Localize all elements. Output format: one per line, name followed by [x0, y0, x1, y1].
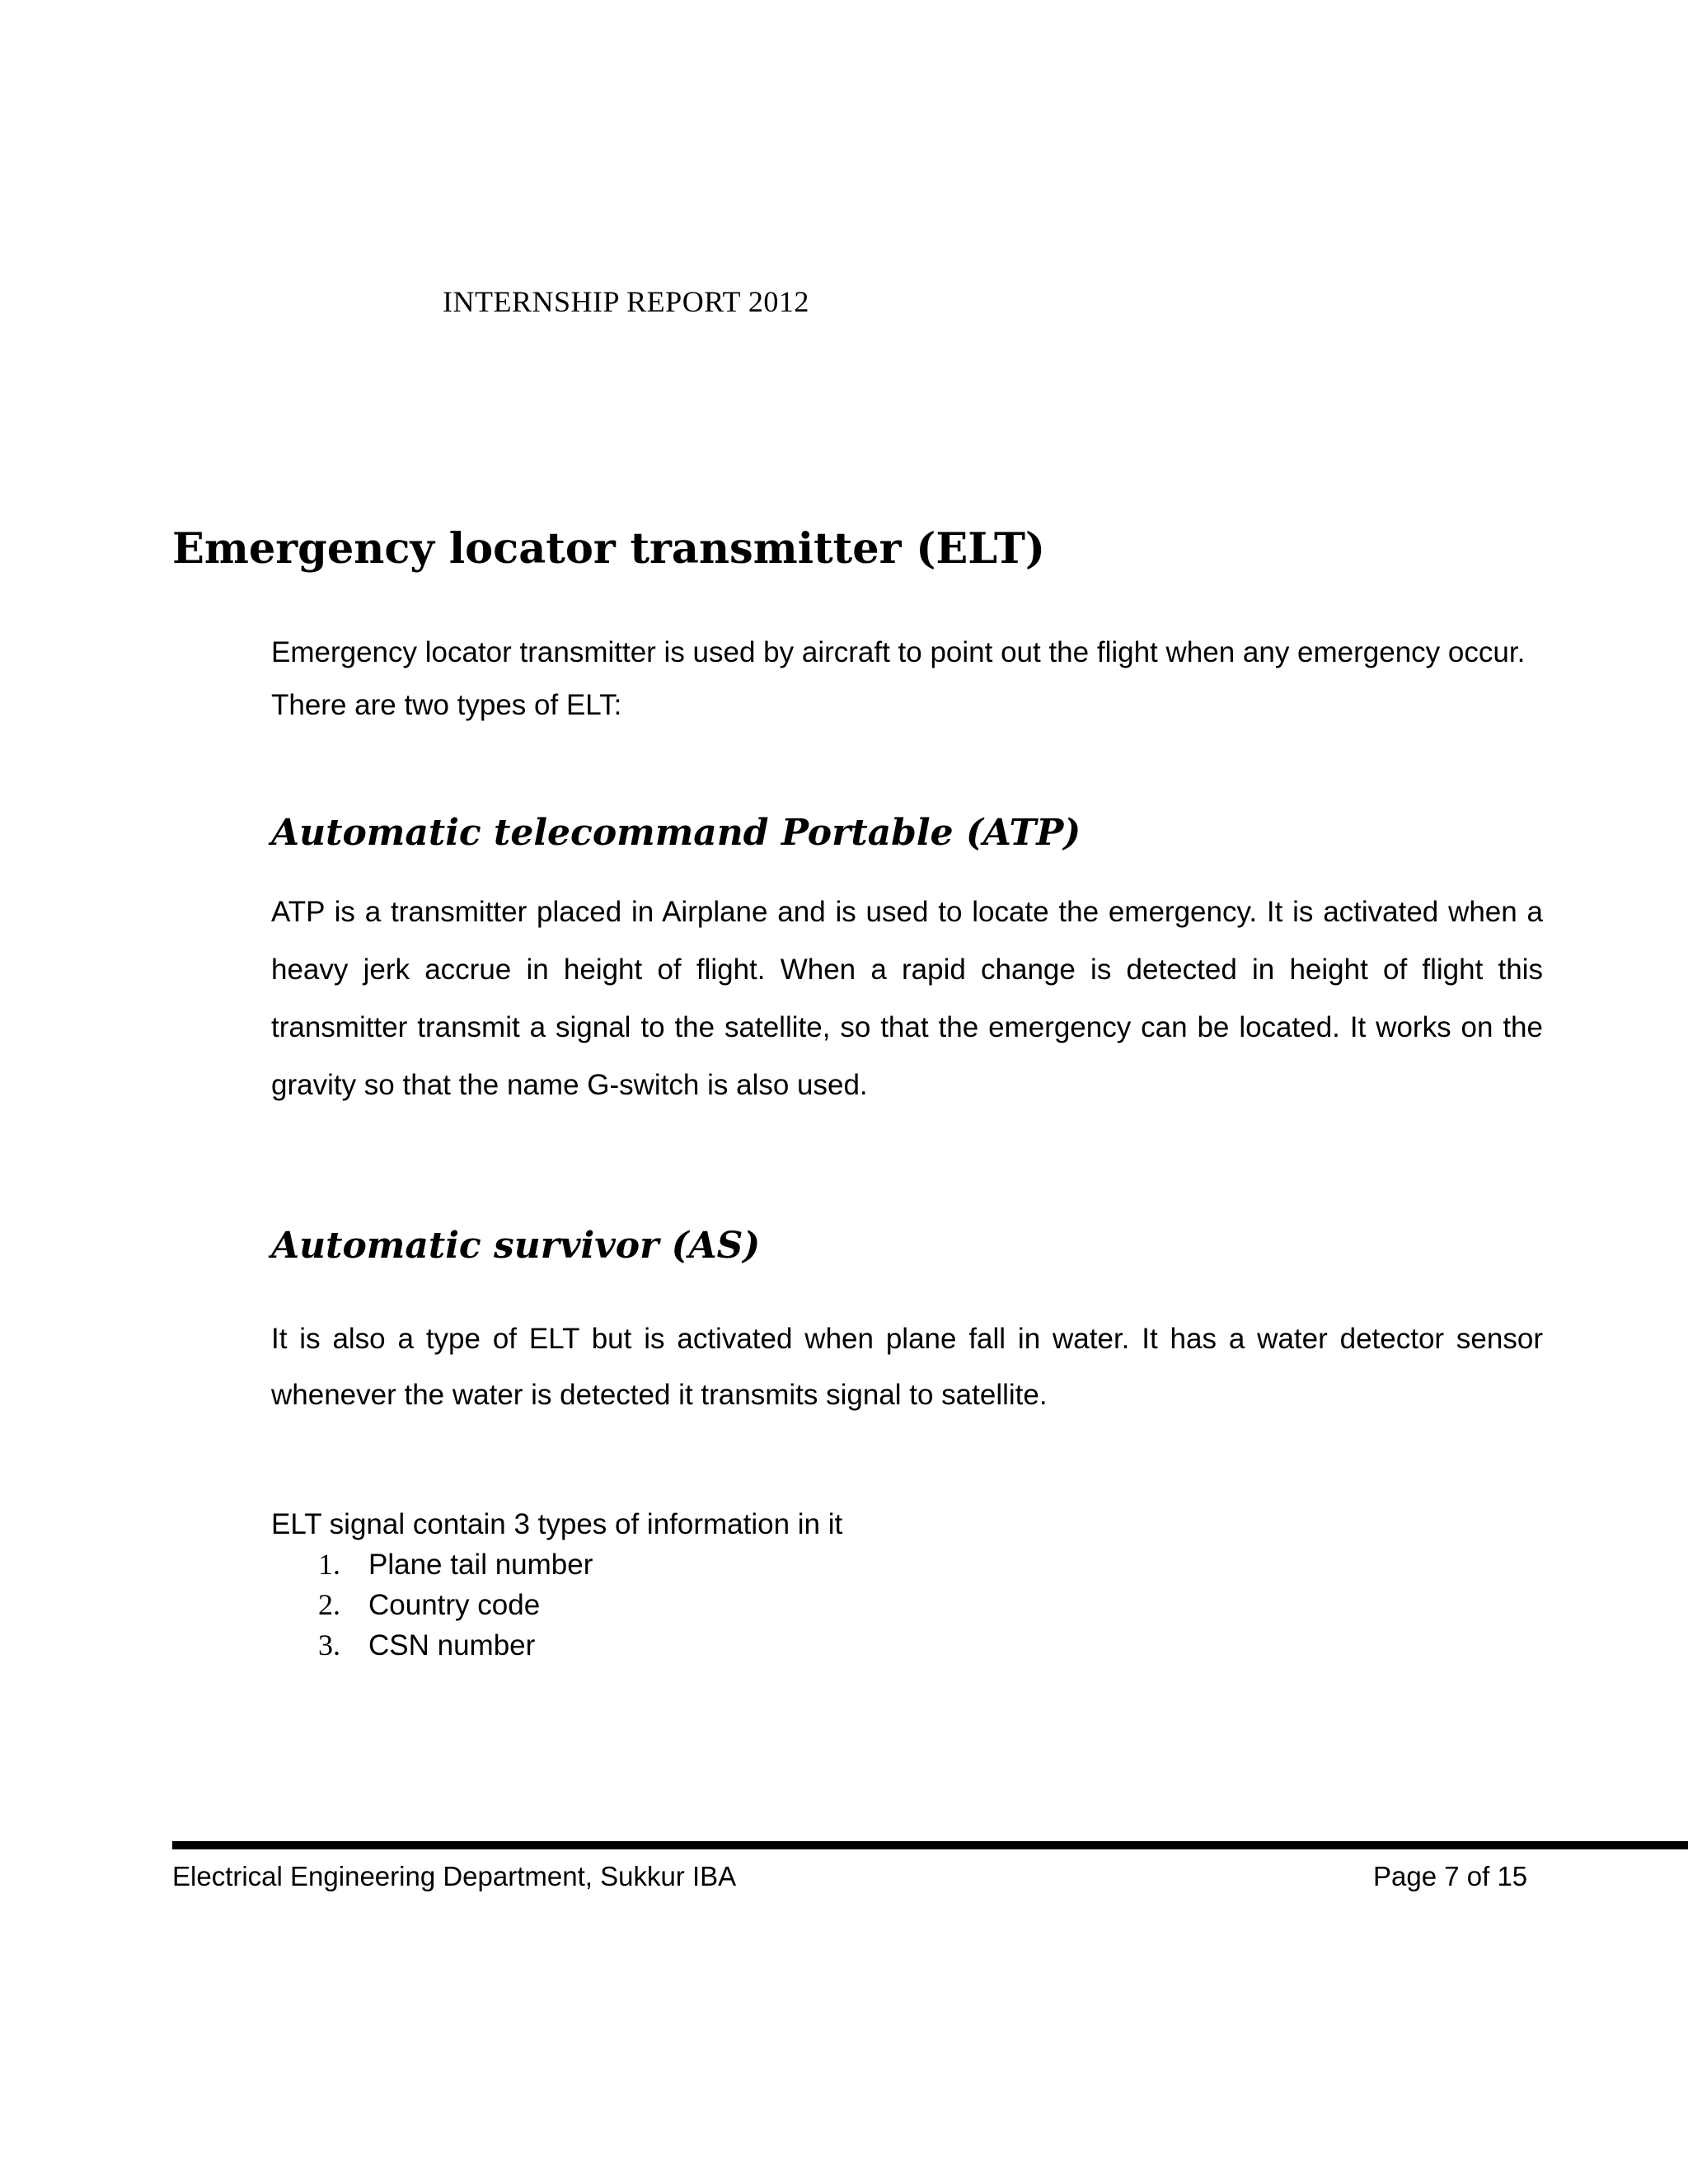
list-item-text: Plane tail number [368, 1549, 593, 1581]
elt-info-list [271, 1544, 593, 1666]
list-item-number: 2. [318, 1588, 340, 1621]
list-item-text: CSN number [368, 1629, 536, 1661]
footer-department: Electrical Engineering Department, Sukkur IBA [172, 1861, 737, 1891]
list-item [271, 1544, 593, 1585]
elt-info-intro: ELT signal contain 3 types of information in it [271, 1508, 843, 1540]
footer-divider [172, 1841, 1688, 1849]
atp-paragraph: ATP is a transmitter placed in Airplane and is used to locate the emergency. It is activated when a heavy jerk accrue in height of flight. When a rapid change is detected in height of flight this transmitter transmit a signal to the satellite, so that the emergency can be located. It works on the gravity so that the name G-switch is also used. [271, 896, 1543, 1101]
list-item-number: 3. [318, 1629, 340, 1661]
atp-heading: Automatic telecommand Portable (ATP) [271, 812, 1081, 854]
list-item [271, 1625, 593, 1666]
report-header: INTERNSHIP REPORT 2012 [443, 285, 809, 318]
as-heading: Automatic survivor (AS) [271, 1225, 761, 1267]
section-heading: Emergency locator transmitter (ELT) [172, 524, 1046, 574]
list-item [271, 1585, 593, 1625]
list-item-text: Country code [368, 1589, 541, 1621]
section-intro: Emergency locator transmitter is used by aircraft to point out the flight when any emergency occur. There are two types of ELT: [271, 636, 1526, 721]
as-paragraph: It is also a type of ELT but is activated when plane fall in water. It has a water detector sensor whenever the water is detected it transmits signal to satellite. [271, 1323, 1543, 1411]
footer-page-number: Page 7 of 15 [1373, 1861, 1528, 1891]
list-item-number: 1. [318, 1548, 340, 1581]
